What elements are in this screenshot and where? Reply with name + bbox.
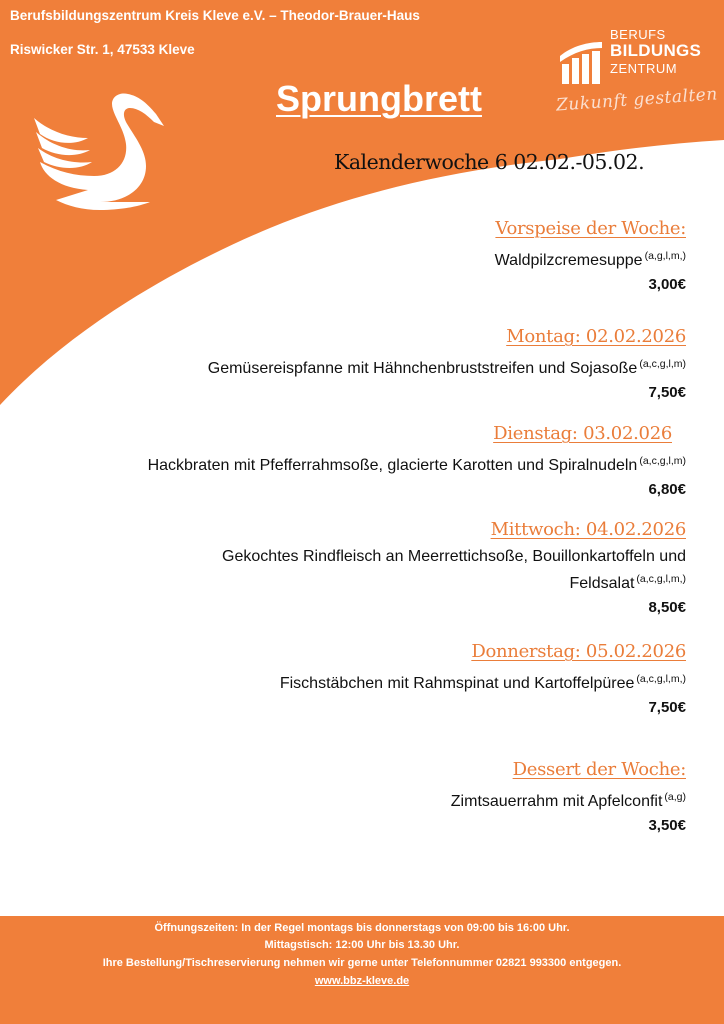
bbz-logo (555, 27, 719, 126)
allergen-codes: (a,c,g,l,m) (639, 358, 686, 370)
menu-section-monday (208, 326, 686, 401)
dish-name: Zimtsauerrahm mit Apfelconfit (450, 793, 663, 810)
reservation-info: Ihre Bestellung/Tischreservierung nehmen wir gerne unter Telefonnummer 02821 993300 entgegen. (102, 957, 622, 969)
allergen-codes: (a,c,g,l,m,) (636, 573, 686, 585)
allergen-codes: (a,c,g,l,m,) (636, 673, 686, 685)
allergen-codes: (a,c,g,l,m) (639, 455, 686, 467)
dish-name: Fischstäbchen mit Rahmspinat und Kartoffelpüree (279, 675, 635, 692)
logo-word-bildungs: BILDUNGS (610, 41, 702, 60)
menu-section-tuesday (148, 423, 686, 498)
dish-price: 3,00€ (648, 276, 686, 293)
dish-price: 7,50€ (648, 699, 686, 716)
dish-price: 7,50€ (648, 384, 686, 401)
dish-name: Gemüsereispfanne mit Hähnchenbruststreifen und Sojasoße (207, 360, 638, 377)
opening-hours: Öffnungszeiten: In der Regel montags bis donnerstags von 09:00 bis 16:00 Uhr. (154, 922, 570, 934)
bbz-logo-icon (558, 38, 604, 84)
section-heading: Montag: 02.02.2026 (506, 326, 686, 347)
menu-section-wednesday (222, 519, 686, 616)
footer-bar (0, 916, 724, 1024)
logo-word-berufs: BERUFS (610, 27, 666, 42)
menu-section-thursday (280, 641, 686, 716)
menu-section-dessert (451, 759, 686, 834)
week-heading: Kalenderwoche 6 02.02.-05.02. (334, 150, 645, 174)
section-heading: Vorspeise der Woche: (495, 218, 686, 239)
dish-name: Waldpilzcremesuppe (494, 252, 643, 269)
dish-name: Hackbraten mit Pfefferrahmsoße, glacierte Karotten und Spiralnudeln (147, 457, 638, 474)
dish-text (222, 546, 686, 595)
dish-price: 6,80€ (648, 481, 686, 498)
section-heading: Dessert der Woche: (512, 759, 686, 780)
lunch-hours: Mittagstisch: 12:00 Uhr bis 13.30 Uhr. (264, 939, 460, 951)
dish-text (208, 353, 686, 380)
dish-text (451, 786, 686, 813)
dish-price: 8,50€ (648, 599, 686, 616)
logo-tagline: Zukunft gestalten (555, 84, 719, 116)
website-link[interactable]: www.bbz-kleve.de (314, 975, 410, 987)
dish-name-continued: Feldsalat (569, 575, 635, 592)
section-heading: Donnerstag: 05.02.2026 (471, 641, 686, 662)
dish-name: Gekochtes Rindfleisch an Meerrettichsoße, Bouillonkartoffeln und (222, 548, 686, 565)
dish-price: 3,50€ (648, 817, 686, 834)
allergen-codes: (a,g) (664, 791, 686, 803)
section-heading: Mittwoch: 04.02.2026 (490, 519, 686, 540)
dish-text (495, 245, 686, 272)
organization-name: Berufsbildungszentrum Kreis Kleve e.V. – Theodor-Brauer-Haus (10, 8, 420, 23)
allergen-codes: (a,g,l,m,) (644, 250, 686, 262)
dish-text (148, 450, 686, 477)
dish-text (280, 668, 686, 695)
section-heading: Dienstag: 03.02.026 (493, 423, 672, 444)
organization-address: Riswicker Str. 1, 47533 Kleve (10, 42, 195, 57)
logo-word-zentrum: ZENTRUM (610, 61, 678, 76)
page-title: Sprungbrett (276, 78, 482, 119)
swan-logo-icon (30, 92, 170, 217)
menu-section-starter (495, 218, 686, 293)
